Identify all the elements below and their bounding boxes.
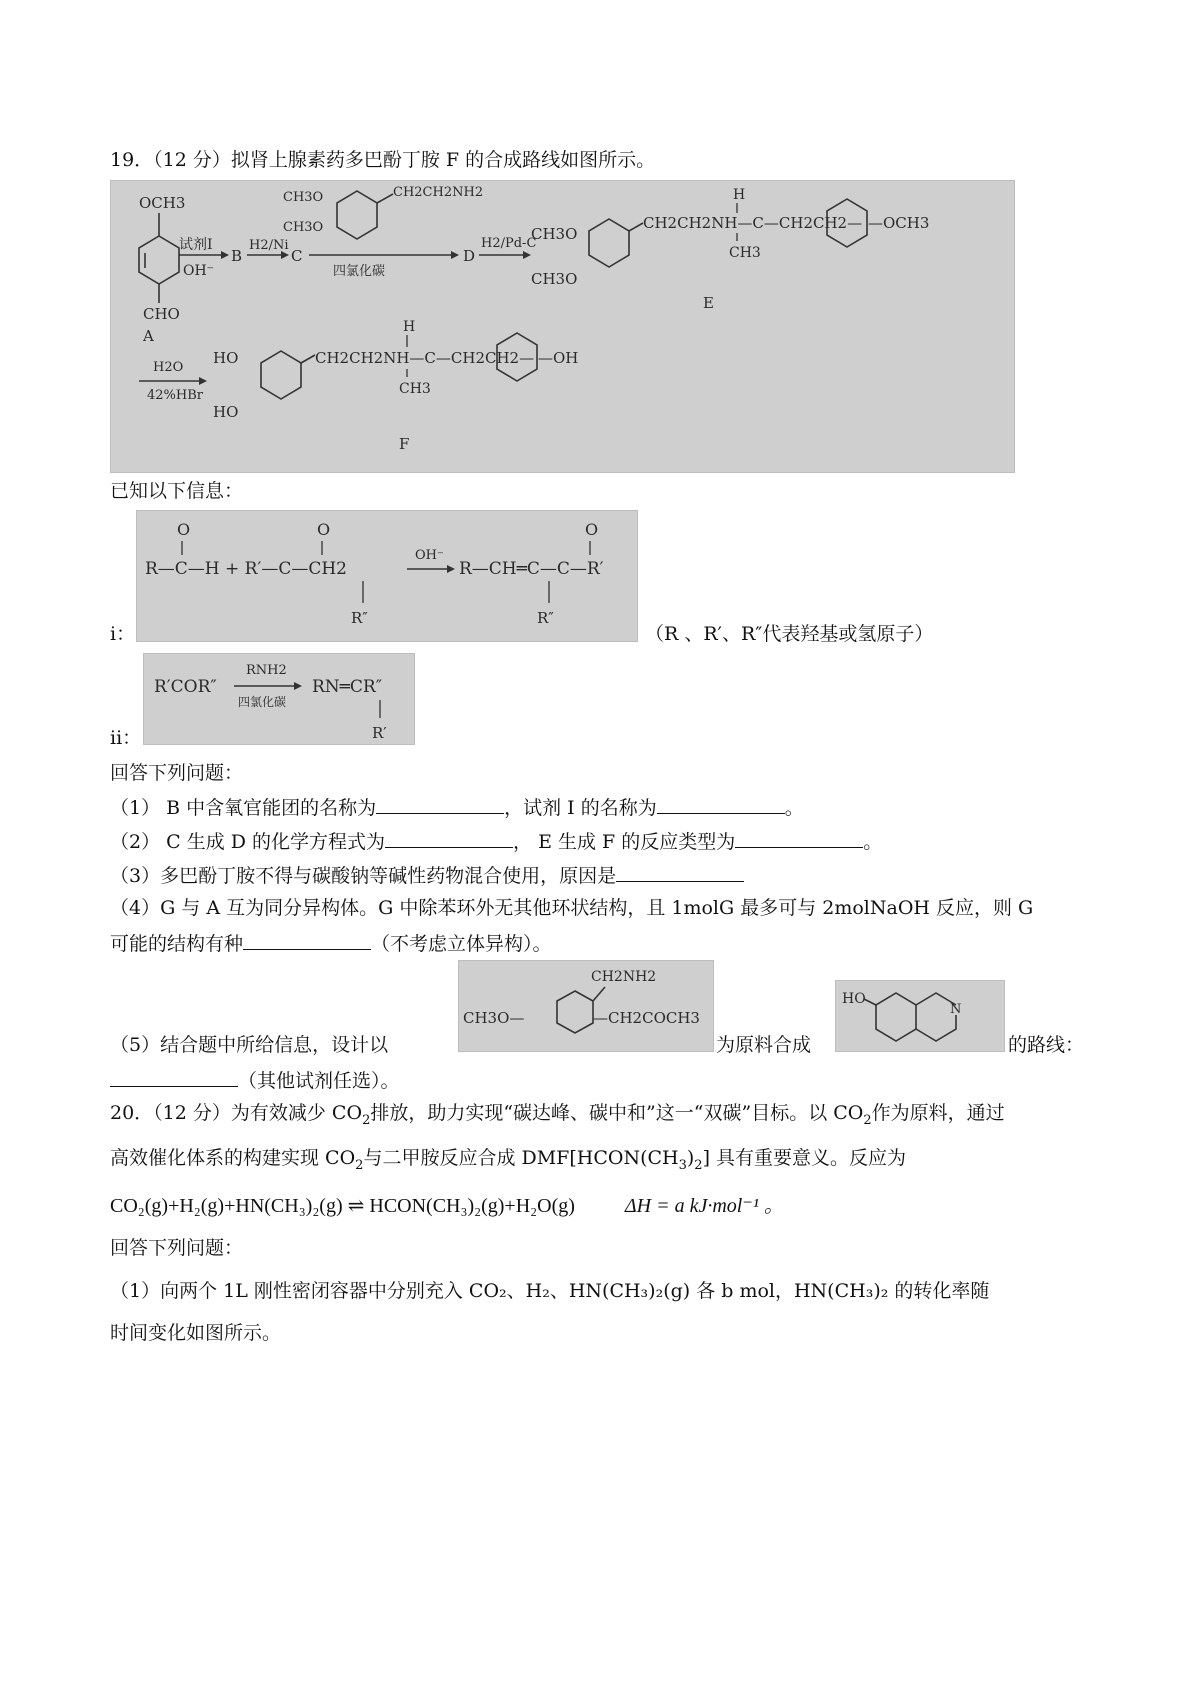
q20-answer-prompt: 回答下列问题： [110, 1237, 244, 1259]
known-info-label: 已知以下信息： [110, 480, 244, 502]
info-i-prefix: i： [110, 623, 136, 645]
reagent-2-top: H2/Ni [249, 238, 289, 253]
compound-f-label: F [399, 435, 410, 453]
q20-part-1-line-2: 时间变化如图所示。 [110, 1322, 282, 1344]
info-ii-arrow-bottom: 四氯化碳 [238, 695, 287, 709]
q19-p5-text-a: （5）结合题中所给信息，设计以 [110, 1034, 389, 1056]
compound-b-label: B [231, 247, 243, 265]
p5-mol1-left: CH3O— [463, 1009, 525, 1027]
p5-mol2-n: N [950, 1002, 962, 1017]
info-i-o2: O [317, 520, 331, 539]
q20-l2-b: 与二甲胺反应合成 DMF[HCON(CH [363, 1147, 679, 1169]
q20-l2-d: ] 具有重要意义。反应为 [702, 1147, 907, 1169]
reagent-4-top: H2O [153, 360, 184, 375]
e-chain: CH2CH2NH—C—CH2CH2— [643, 214, 863, 232]
info-ii-prefix: ii： [110, 727, 142, 749]
q20-line-1: 20．（12 分）为有效减少 $CO_2$排放，助力实现“碳达峰、碳中和”这一“双碳”目标。以 $CO_2$作为原料，通过 [110, 1102, 1005, 1128]
f-oh-2: HO [213, 403, 239, 421]
answer-blank [385, 827, 513, 848]
p5-mol1-top: CH2NH2 [591, 969, 657, 985]
q19-p2-text-b: ， E 生成 F 的反应类型为 [513, 831, 736, 853]
answer-blank [616, 861, 744, 882]
q20-enthalpy: ΔH = a kJ·mol⁻¹ 。 [624, 1195, 784, 1217]
info-i-r3: R″ [537, 609, 554, 627]
info-ii-image [143, 653, 415, 745]
q20-line-2: 高效催化体系的构建实现 $CO_2$与二甲胺反应合成 $DMF[HCON(CH_3)_2]$ 具有重要意义。反应为 [110, 1147, 907, 1173]
q19-p2-text-a: （2） C 生成 D 的化学方程式为 [110, 831, 386, 853]
compound-c-label: C [291, 247, 303, 265]
info-ii-right: RN═CR″ [312, 677, 383, 697]
compound-e-ring-1 [589, 219, 643, 267]
answer-blank [657, 793, 785, 814]
f-h: H [403, 319, 416, 335]
f-oh: —OH [538, 349, 579, 367]
amine-chain: CH2CH2NH2 [393, 185, 484, 200]
amine-reagent-ring [337, 191, 393, 239]
q20-part-1-line-1: （1）向两个 1L 刚性密闭容器中分别充入 CO₂、H₂、HN(CH₃)₂(g) 各 b mol，HN(CH₃)₂ 的转化率随 [110, 1280, 990, 1302]
solvent-label: 四氯化碳 [333, 264, 386, 279]
compound-a-och3: OCH3 [139, 194, 186, 212]
e-h: H [733, 187, 746, 203]
compound-a-cho: CHO [143, 305, 180, 323]
info-i-o1: O [177, 520, 191, 539]
q20-l1-a: 20．（12 分）为有效减少 CO [110, 1102, 363, 1124]
reagent-3-top: H2/Pd-C [481, 236, 537, 251]
p5-starting-material-image [458, 960, 714, 1052]
answer-blank [376, 793, 504, 814]
p5-mol2-rings [864, 993, 956, 1041]
q20-l1-b: 排放，助力实现“碳达峰、碳中和”这一“双碳”目标。以 CO [370, 1102, 864, 1124]
q19-part-4-line-1: （4）G 与 A 互为同分异构体。G 中除苯环外无其他环状结构，且 1molG 最多可与 2molNaOH 反应，则 G [110, 897, 1034, 919]
f-ch3: CH3 [399, 381, 431, 397]
q20-l2-a: 高效催化体系的构建实现 CO [110, 1147, 356, 1169]
reagent-1-bottom: OH⁻ [183, 263, 215, 279]
q19-p1-text-c: 。 [784, 797, 804, 819]
info-ii-arrow-top: RNH2 [246, 663, 287, 678]
compound-a-ring [139, 213, 179, 303]
q19-part-5-line-2 [110, 1066, 400, 1094]
e-ome-2: CH3O [531, 270, 578, 288]
q20-equation-line [110, 1193, 784, 1219]
info-ii-r: R′ [372, 724, 387, 742]
compound-d-label: D [463, 247, 476, 265]
reagent-4-bottom: 42%HBr [147, 388, 203, 403]
q19-p2-text-c: 。 [863, 831, 883, 853]
p5-mol2-ho: HO [842, 991, 866, 1007]
synthesis-scheme-image [110, 180, 1015, 473]
answer-blank [110, 1066, 238, 1087]
q20-l2-c: ) [686, 1147, 695, 1169]
info-i-product: R—CH═C—C—R′ [459, 559, 604, 579]
info-i-r2: R″ [351, 609, 368, 627]
q19-p5-text-d: （其他试剂任选）。 [238, 1070, 400, 1092]
q19-part-1 [110, 793, 804, 821]
info-i-arrow-top: OH⁻ [415, 548, 444, 563]
e-ome-1: CH3O [531, 225, 578, 243]
info-i-note: （R 、R′、R″代表羟基或氢原子） [645, 623, 934, 645]
info-i-image [136, 510, 638, 642]
info-i-reactants: R—C—H + R′—C—CH2 [145, 559, 347, 579]
compound-a-label: A [143, 327, 154, 345]
answer-blank [735, 827, 863, 848]
info-i-o3: O [585, 520, 599, 539]
q19-p1-text-b: ，试剂 I 的名称为 [504, 797, 657, 819]
compound-f-ring-1 [261, 351, 315, 399]
e-och3: —OCH3 [868, 214, 930, 232]
amine-ome-2: CH3O [283, 220, 324, 235]
q20-l1-c: 作为原料，通过 [871, 1102, 1005, 1124]
q19-p3-text: （3）多巴酚丁胺不得与碳酸钠等碱性药物混合使用，原因是 [110, 865, 617, 887]
q19-p4-text-c: （不考虑立体异构）。 [371, 933, 552, 955]
p5-target-molecule-image [835, 980, 1005, 1052]
q19-answer-prompt: 回答下列问题： [110, 762, 244, 784]
q19-p1-text-a: （1） B 中含氧官能团的名称为 [110, 797, 377, 819]
p5-mol1-right: —CH2COCH3 [593, 1009, 700, 1027]
q19-title: 19．（12 分）拟肾上腺素药多巴酚丁胺 F 的合成路线如图所示。 [110, 149, 656, 171]
q19-part-3 [110, 861, 744, 889]
q19-p5-text-c: 的路线： [1008, 1034, 1085, 1056]
q19-part-4-line-2 [110, 929, 552, 957]
f-oh-1: HO [213, 349, 239, 367]
q19-p4-text-b: 可能的结构有种 [110, 933, 244, 955]
q20-equation: CO₂(g)+H₂(g)+HN(CH₃)₂(g) ⇌ HCON(CH₃)₂(g)+H₂O(g) [110, 1195, 575, 1217]
answer-blank [243, 929, 371, 950]
info-ii-left: R′COR″ [154, 677, 217, 697]
reagent-1-top: 试剂I [179, 237, 213, 253]
e-ch3: CH3 [729, 245, 761, 261]
compound-e-label: E [703, 294, 714, 312]
q19-p5-text-b: 为原料合成 [716, 1034, 812, 1056]
f-chain: CH2CH2NH—C—CH2CH2— [315, 349, 535, 367]
amine-ome-1: CH3O [283, 190, 324, 205]
q19-part-2 [110, 827, 882, 855]
